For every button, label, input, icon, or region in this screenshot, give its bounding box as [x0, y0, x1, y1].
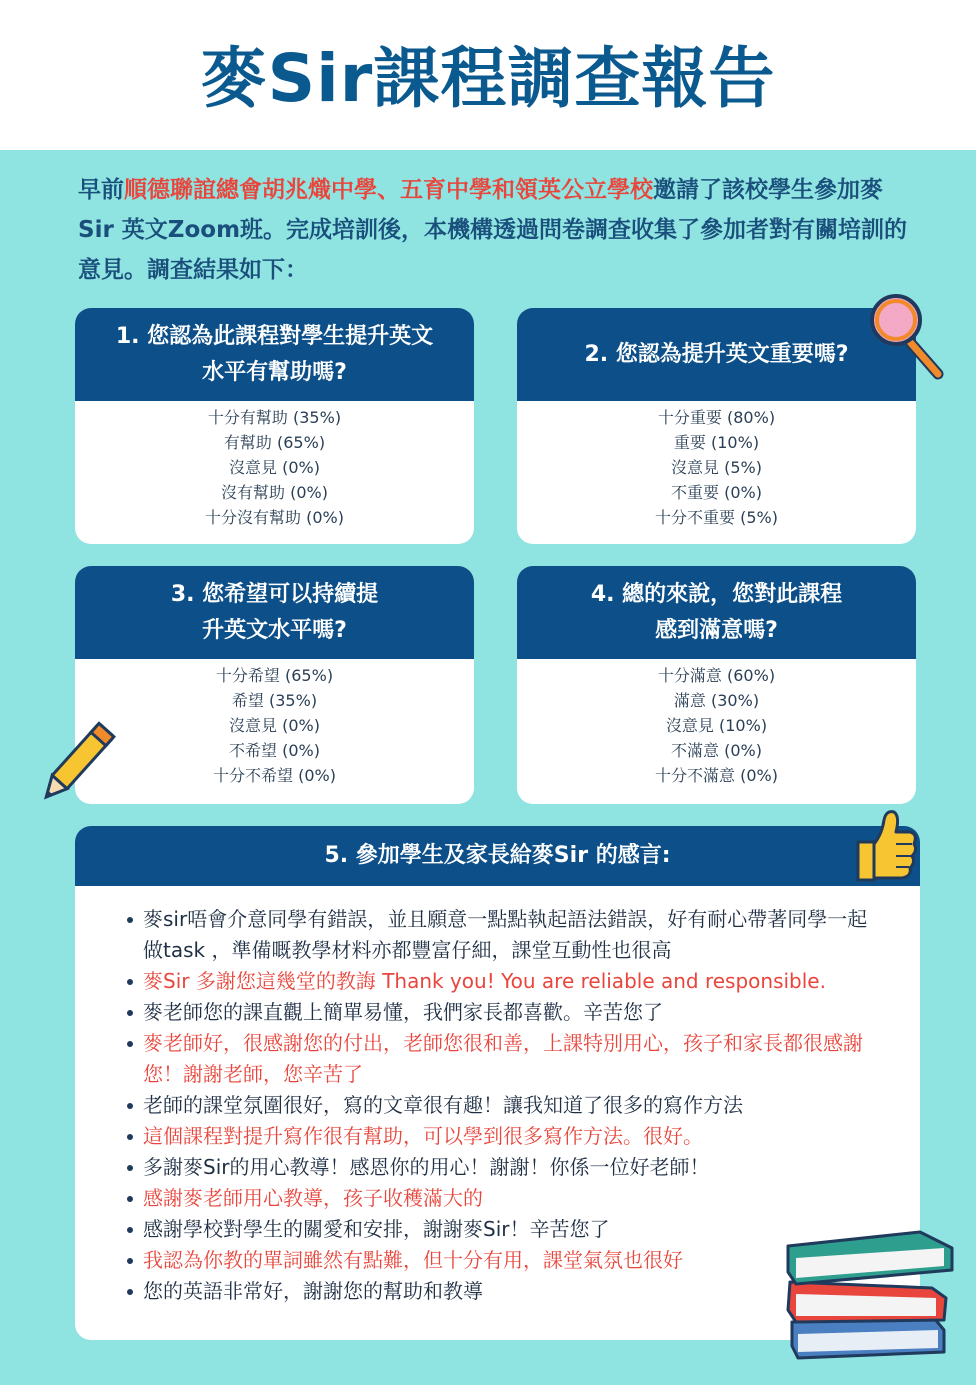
answer-item: 十分滿意 (60%) — [657, 666, 776, 685]
question-heading: 2. 您認為提升英文重要嗎? — [517, 308, 916, 401]
question-card-3 — [75, 566, 474, 804]
header — [0, 0, 976, 150]
answer-item: 沒意見 (10%) — [665, 716, 768, 735]
comment-item: 您的英語非常好，謝謝您的幫助和教導 — [127, 1276, 887, 1307]
comment-item: 麥老師好，很感謝您的付出，老師您很和善，上課特別用心，孩子和家長都很感謝您！謝謝老師，您辛苦了 — [127, 1028, 887, 1090]
answer-item: 有幫助 (65%) — [223, 433, 326, 452]
intro-paragraph — [78, 170, 918, 290]
question-heading: 4. 總的來說，您對此課程感到滿意嗎? — [517, 566, 916, 659]
thumbs-up-icon — [848, 806, 920, 884]
answer-item: 十分不希望 (0%) — [213, 766, 336, 785]
answer-item: 十分不重要 (5%) — [655, 508, 778, 527]
intro-text-start: 早前 — [78, 177, 124, 203]
answer-item: 沒意見 (0%) — [229, 716, 320, 735]
answer-list — [517, 659, 916, 788]
intro-schools: 順德聯誼總會胡兆熾中學、五育中學和領英公立學校 — [124, 177, 653, 203]
comment-item: 感謝學校對學生的關愛和安排，謝謝麥Sir！辛苦您了 — [127, 1214, 887, 1245]
answer-item: 十分希望 (65%) — [215, 666, 334, 685]
question-heading: 1. 您認為此課程對學生提升英文水平有幫助嗎? — [75, 308, 474, 401]
magnifier-icon — [866, 290, 946, 382]
answer-item: 十分有幫助 (35%) — [207, 408, 342, 427]
intro-text-end: 邀請了該校學生參加麥Sir 英文Zoom班。完成培訓後，本機構透過問卷調查收集了參加者對有關培訓的意見。調查結果如下： — [78, 177, 908, 283]
comment-item: 多謝麥Sir的用心教導！感恩你的用心！謝謝！你係一位好老師！ — [127, 1152, 887, 1183]
question-heading: 3. 您希望可以持續提升英文水平嗎? — [75, 566, 474, 659]
answer-item: 十分重要 (80%) — [657, 408, 776, 427]
answer-item: 重要 (10%) — [673, 433, 760, 452]
answer-item: 十分沒有幫助 (0%) — [205, 508, 344, 527]
answer-item: 沒有幫助 (0%) — [221, 483, 328, 502]
answer-item: 不重要 (0%) — [671, 483, 762, 502]
question-card-2 — [517, 308, 916, 544]
pencil-icon — [32, 716, 118, 814]
comment-item: 麥Sir 多謝您這幾堂的教誨 Thank you! You are reliable and responsible. — [127, 966, 887, 997]
page-title: 麥Sir課程調查報告 — [200, 39, 776, 117]
comment-item: 麥老師您的課直觀上簡單易懂，我們家長都喜歡。辛苦您了 — [127, 997, 887, 1028]
comment-item: 這個課程對提升寫作很有幫助，可以學到很多寫作方法。很好。 — [127, 1121, 887, 1152]
question-card-4 — [517, 566, 916, 804]
comments-list — [75, 886, 887, 1307]
answer-item: 沒意見 (5%) — [671, 458, 762, 477]
answer-item: 滿意 (30%) — [673, 691, 760, 710]
answer-item: 希望 (35%) — [231, 691, 318, 710]
comments-heading: 5. 參加學生及家長給麥Sir 的感言: — [75, 826, 920, 886]
answer-item: 不希望 (0%) — [229, 741, 320, 760]
question-card-1 — [75, 308, 474, 544]
answer-list — [75, 401, 474, 530]
books-icon — [784, 1226, 960, 1364]
answer-item: 十分不滿意 (0%) — [655, 766, 778, 785]
answer-list — [517, 401, 916, 530]
comment-item: 我認為你教的單詞雖然有點難，但十分有用，課堂氣氛也很好 — [127, 1245, 887, 1276]
answer-item: 沒意見 (0%) — [229, 458, 320, 477]
answer-list — [75, 659, 474, 788]
comment-item: 麥sir唔會介意同學有錯誤，並且願意一點點執起語法錯誤，好有耐心帶著同學一起做task ，準備嘅教學材料亦都豐富仔細，課堂互動性也很高 — [127, 904, 887, 966]
answer-item: 不滿意 (0%) — [671, 741, 762, 760]
comment-item: 感謝麥老師用心教導，孩子收穫滿大的 — [127, 1183, 887, 1214]
comment-item: 老師的課堂氛圍很好，寫的文章很有趣！讓我知道了很多的寫作方法 — [127, 1090, 887, 1121]
